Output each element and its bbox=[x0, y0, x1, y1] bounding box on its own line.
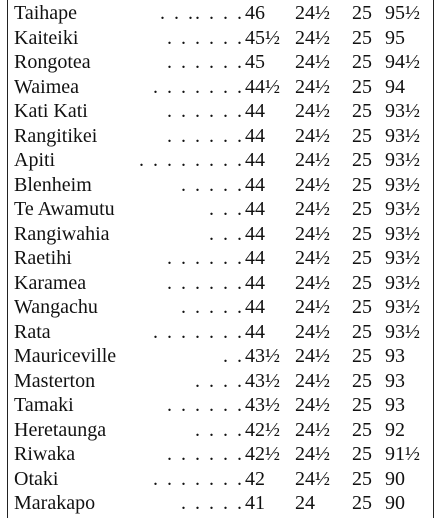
row-name: Taihape bbox=[14, 2, 78, 24]
value-col-3: 25 bbox=[352, 51, 372, 73]
value-col-1: 44 bbox=[245, 173, 265, 196]
row-name: Riwaka bbox=[14, 443, 76, 465]
value-col-1: 44½ bbox=[245, 75, 280, 98]
row-name: Rangiwahia bbox=[14, 222, 110, 245]
value-col-4: 93½ bbox=[385, 247, 420, 269]
value-col-1: 44 bbox=[245, 222, 265, 245]
row-name: Marakapo bbox=[14, 492, 96, 514]
dot-leaders: . . . . . . bbox=[167, 100, 244, 122]
value-col-3: 25 bbox=[352, 296, 372, 318]
dot-leaders: . . . . . . bbox=[167, 394, 244, 416]
value-col-4: 93½ bbox=[385, 296, 420, 318]
value-col-1: 42½ bbox=[245, 443, 280, 465]
table-row bbox=[0, 246, 436, 270]
dot-leaders: . . . . . . bbox=[167, 271, 244, 294]
row-name: Waimea bbox=[14, 75, 80, 98]
value-col-3: 25 bbox=[352, 124, 372, 147]
table-row bbox=[0, 442, 436, 466]
value-col-2: 24½ bbox=[295, 345, 330, 367]
value-col-3: 25 bbox=[352, 271, 372, 294]
value-col-4: 94 bbox=[385, 75, 405, 98]
value-col-3: 25 bbox=[352, 345, 372, 367]
value-col-1: 43½ bbox=[245, 394, 280, 416]
value-col-4: 90 bbox=[385, 467, 405, 490]
row-name: Kaiteiki bbox=[14, 26, 79, 49]
table-row bbox=[0, 148, 436, 172]
value-col-2: 24½ bbox=[295, 2, 330, 24]
value-col-3: 25 bbox=[352, 320, 372, 343]
value-col-2: 24½ bbox=[295, 100, 330, 122]
value-col-3: 25 bbox=[352, 492, 372, 514]
value-col-3: 25 bbox=[352, 100, 372, 122]
value-col-2: 24½ bbox=[295, 443, 330, 465]
row-name: Heretaunga bbox=[14, 418, 107, 441]
value-col-2: 24½ bbox=[295, 369, 330, 392]
table-row bbox=[0, 271, 436, 295]
row-name: Apiti bbox=[14, 149, 56, 171]
row-name: Kati Kati bbox=[14, 100, 88, 122]
row-name: Te Awamutu bbox=[14, 198, 115, 220]
value-col-4: 93½ bbox=[385, 100, 420, 122]
value-col-4: 93 bbox=[385, 345, 405, 367]
value-col-1: 46 bbox=[245, 2, 265, 24]
dot-leaders: . . .. . . . bbox=[160, 2, 244, 24]
table-row bbox=[0, 75, 436, 99]
dot-leaders: . . . bbox=[209, 198, 244, 220]
value-col-4: 92 bbox=[385, 418, 405, 441]
value-col-4: 93½ bbox=[385, 271, 420, 294]
value-col-3: 25 bbox=[352, 467, 372, 490]
value-col-1: 44 bbox=[245, 271, 265, 294]
dot-leaders: . . . . bbox=[195, 418, 244, 441]
value-col-4: 93½ bbox=[385, 320, 420, 343]
dot-leaders: . . . . . . bbox=[167, 51, 244, 73]
value-col-3: 25 bbox=[352, 26, 372, 49]
value-col-2: 24½ bbox=[295, 51, 330, 73]
dot-leaders: . . bbox=[223, 345, 244, 367]
dot-leaders: . . . . . bbox=[181, 173, 244, 196]
table-row bbox=[0, 50, 436, 74]
value-col-1: 42 bbox=[245, 467, 265, 490]
dot-leaders: . . . . . . bbox=[167, 443, 244, 465]
value-col-4: 94½ bbox=[385, 51, 420, 73]
table-row bbox=[0, 222, 436, 246]
value-col-1: 44 bbox=[245, 296, 265, 318]
value-col-2: 24½ bbox=[295, 247, 330, 269]
row-name: Masterton bbox=[14, 369, 96, 392]
value-col-4: 95½ bbox=[385, 2, 420, 24]
value-col-2: 24½ bbox=[295, 26, 330, 49]
value-col-2: 24 bbox=[295, 492, 315, 514]
row-name: Rongotea bbox=[14, 51, 91, 73]
value-col-3: 25 bbox=[352, 75, 372, 98]
value-col-1: 44 bbox=[245, 247, 265, 269]
value-col-1: 43½ bbox=[245, 369, 280, 392]
dot-leaders: . . . . . . bbox=[167, 124, 244, 147]
value-col-1: 45½ bbox=[245, 26, 280, 49]
value-col-3: 25 bbox=[352, 198, 372, 220]
value-col-4: 93½ bbox=[385, 149, 420, 171]
value-col-3: 25 bbox=[352, 149, 372, 171]
dot-leaders: . . . . . . . . bbox=[139, 149, 244, 171]
value-col-1: 41 bbox=[245, 492, 265, 514]
value-col-2: 24½ bbox=[295, 320, 330, 343]
dot-leaders: . . . . bbox=[195, 369, 244, 392]
value-col-4: 93½ bbox=[385, 124, 420, 147]
value-col-2: 24½ bbox=[295, 467, 330, 490]
dot-leaders: . . . bbox=[209, 222, 244, 245]
value-col-2: 24½ bbox=[295, 394, 330, 416]
value-col-4: 93 bbox=[385, 394, 405, 416]
value-col-4: 93½ bbox=[385, 173, 420, 196]
table-row bbox=[0, 1, 436, 25]
value-col-2: 24½ bbox=[295, 222, 330, 245]
value-col-4: 93½ bbox=[385, 222, 420, 245]
row-name: Rangitikei bbox=[14, 124, 98, 147]
table-row bbox=[0, 99, 436, 123]
value-col-3: 25 bbox=[352, 222, 372, 245]
row-name: Raetihi bbox=[14, 247, 72, 269]
value-col-2: 24½ bbox=[295, 173, 330, 196]
value-col-1: 44 bbox=[245, 198, 265, 220]
table-row bbox=[0, 467, 436, 491]
dot-leaders: . . . . . . . bbox=[153, 467, 244, 490]
value-col-3: 25 bbox=[352, 443, 372, 465]
row-name: Tamaki bbox=[14, 394, 74, 416]
table-row bbox=[0, 344, 436, 368]
value-col-4: 90 bbox=[385, 492, 405, 514]
value-col-1: 43½ bbox=[245, 345, 280, 367]
value-col-4: 93½ bbox=[385, 198, 420, 220]
dot-leaders: . . . . . . bbox=[167, 26, 244, 49]
table-row bbox=[0, 26, 436, 50]
table-row bbox=[0, 173, 436, 197]
dot-leaders: . . . . . bbox=[181, 296, 244, 318]
dot-leaders: . . . . . . . bbox=[153, 320, 244, 343]
dot-leaders: . . . . . . bbox=[167, 247, 244, 269]
value-col-1: 42½ bbox=[245, 418, 280, 441]
value-col-2: 24½ bbox=[295, 418, 330, 441]
table-row bbox=[0, 491, 436, 515]
value-col-1: 45 bbox=[245, 51, 265, 73]
dot-leaders: . . . . . . . bbox=[153, 75, 244, 98]
value-col-1: 44 bbox=[245, 320, 265, 343]
value-col-3: 25 bbox=[352, 394, 372, 416]
value-col-2: 24½ bbox=[295, 75, 330, 98]
value-col-3: 25 bbox=[352, 418, 372, 441]
row-name: Rata bbox=[14, 320, 51, 343]
table-row bbox=[0, 369, 436, 393]
value-col-2: 24½ bbox=[295, 198, 330, 220]
row-name: Karamea bbox=[14, 271, 87, 294]
row-name: Otaki bbox=[14, 467, 59, 490]
value-col-2: 24½ bbox=[295, 296, 330, 318]
table-row bbox=[0, 197, 436, 221]
dot-leaders: . . . . . bbox=[181, 492, 244, 514]
row-name: Wangachu bbox=[14, 296, 98, 318]
value-col-2: 24½ bbox=[295, 271, 330, 294]
value-col-3: 25 bbox=[352, 369, 372, 392]
table-row bbox=[0, 320, 436, 344]
value-col-1: 44 bbox=[245, 149, 265, 171]
value-col-3: 25 bbox=[352, 173, 372, 196]
row-name: Blenheim bbox=[14, 173, 92, 196]
table-row bbox=[0, 418, 436, 442]
value-col-3: 25 bbox=[352, 247, 372, 269]
table-row bbox=[0, 124, 436, 148]
value-col-4: 91½ bbox=[385, 443, 420, 465]
value-col-1: 44 bbox=[245, 124, 265, 147]
value-col-4: 95 bbox=[385, 26, 405, 49]
value-col-4: 93 bbox=[385, 369, 405, 392]
table-row bbox=[0, 393, 436, 417]
table-row bbox=[0, 295, 436, 319]
value-col-2: 24½ bbox=[295, 149, 330, 171]
row-name: Mauriceville bbox=[14, 345, 117, 367]
value-col-1: 44 bbox=[245, 100, 265, 122]
value-col-3: 25 bbox=[352, 2, 372, 24]
value-col-2: 24½ bbox=[295, 124, 330, 147]
